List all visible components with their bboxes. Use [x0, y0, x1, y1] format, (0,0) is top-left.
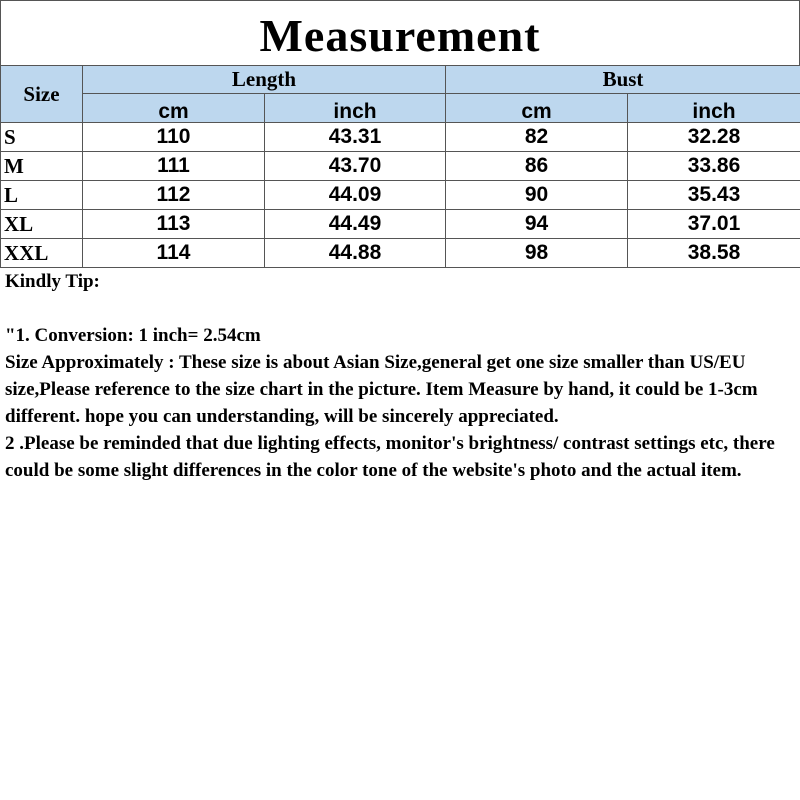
length-group-header: Length	[83, 66, 446, 94]
table-unit-row	[1, 94, 800, 123]
bust-cm-header: cm	[446, 94, 628, 123]
bust-inch-value: 37.01	[628, 210, 800, 239]
page-title: Measurement	[259, 9, 541, 61]
table-row	[1, 210, 800, 239]
bust-inch-value: 33.86	[628, 152, 800, 181]
table-row	[1, 239, 800, 268]
title-box	[0, 0, 800, 66]
bust-inch-value: 38.58	[628, 239, 800, 268]
notes-spacer	[5, 295, 797, 322]
table-row	[1, 181, 800, 210]
length-inch-header: inch	[265, 94, 446, 123]
size-label: S	[1, 123, 83, 152]
bust-cm-value: 98	[446, 239, 628, 268]
length-cm-header: cm	[83, 94, 265, 123]
bust-cm-value: 82	[446, 123, 628, 152]
size-label: XL	[1, 210, 83, 239]
length-inch-value: 44.09	[265, 181, 446, 210]
size-label: M	[1, 152, 83, 181]
bust-inch-header: inch	[628, 94, 800, 123]
length-cm-value: 111	[83, 152, 265, 181]
length-cm-value: 112	[83, 181, 265, 210]
size-approximately-note: Size Approximately : These size is about Asian Size,general get one size smaller than US/EU size,Please reference to the size chart in the picture. Item Measure by hand, it could be 1-3cm different. hope you can understanding, will be sincerely appreciated.	[5, 352, 758, 427]
bust-cm-value: 86	[446, 152, 628, 181]
size-chart-table	[0, 65, 800, 268]
table-header-row	[1, 66, 800, 94]
bust-inch-value: 35.43	[628, 181, 800, 210]
bust-inch-value: 32.28	[628, 123, 800, 152]
table-row	[1, 123, 800, 152]
conversion-note: "1. Conversion: 1 inch= 2.54cm	[5, 325, 261, 346]
size-column-header: Size	[1, 66, 83, 123]
bust-group-header: Bust	[446, 66, 800, 94]
length-inch-value: 44.88	[265, 239, 446, 268]
length-inch-value: 44.49	[265, 210, 446, 239]
size-label: XXL	[1, 239, 83, 268]
length-cm-value: 110	[83, 123, 265, 152]
notes-section	[5, 268, 797, 484]
length-cm-value: 114	[83, 239, 265, 268]
length-inch-value: 43.70	[265, 152, 446, 181]
length-cm-value: 113	[83, 210, 265, 239]
color-difference-note: 2 .Please be reminded that due lighting effects, monitor's brightness/ contrast settings etc, there could be some slight differences in the color tone of the website's photo and the actual item.	[5, 433, 775, 481]
length-inch-value: 43.31	[265, 123, 446, 152]
bust-cm-value: 94	[446, 210, 628, 239]
table-row	[1, 152, 800, 181]
notes-heading: Kindly Tip:	[5, 271, 100, 292]
size-label: L	[1, 181, 83, 210]
bust-cm-value: 90	[446, 181, 628, 210]
